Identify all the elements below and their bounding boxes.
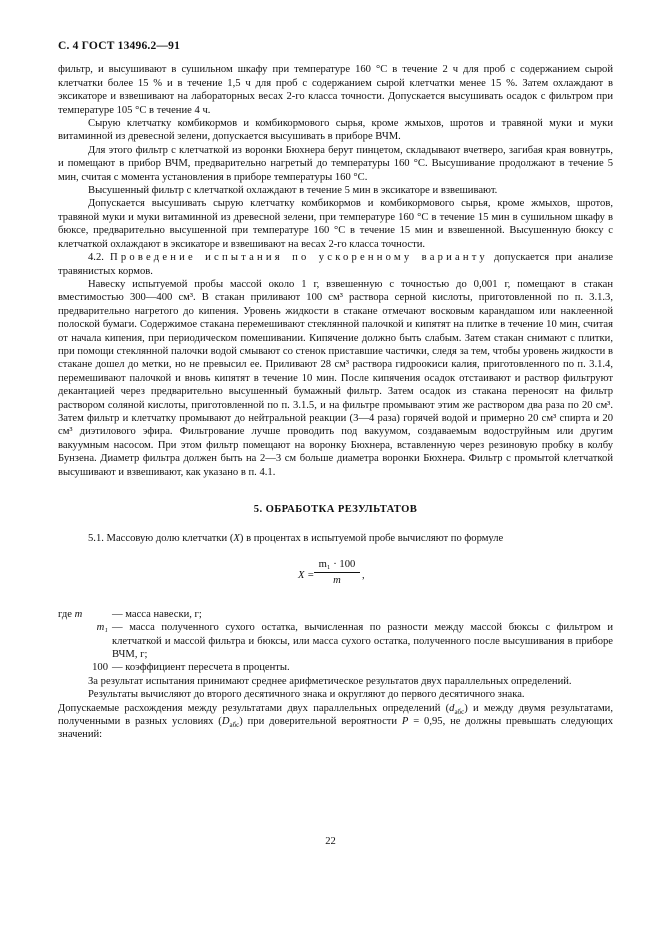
tol-P-symbol: P [401,716,409,728]
tol-D-subscript: абс [229,721,240,730]
legend-symbol-100: 100 [92,662,108,674]
legend-symbol [58,621,112,661]
page-number: 22 [325,836,336,847]
tol-part-d: = 0,95, не должны превышать следующих значений: [58,716,613,741]
tol-d-symbol: d [449,702,455,714]
paragraph-continuation: фильтр, и высушивают в сушильном шкафу при температуре 160 °С в течение 2 ч для проб с содержанием сырой клетчатки более 15 % и в течение 1,5 ч для проб с содержанием сырой клетчатки менее 15 %. Затем охлаждают в эксикаторе и взвешивают на лабораторных весах 2-го класса точности. Допускается высушивать осадок с фильтром при температуре 105 °С в течение 4 ч. [58,64,613,116]
paragraph-filter-procedure: Для этого фильтр с клетчаткой из воронки Бюхнера берут пинцетом, складывают вчетверо, загибая края вовнутрь, и помещают в прибор ВЧМ, предварительно нагретый до температуры 160 °С. Высушивание продолжают в течение 5 мин, считая с момента установления в приборе температуры 160 °С. [58,144,613,183]
section-5-title: 5. ОБРАБОТКА РЕЗУЛЬТАТОВ [253,504,418,515]
formula-legend [58,608,613,675]
legend-prefix: где [58,608,72,620]
clause-5-1-part-b: ) в процентах в испытуемой пробе вычисляют по формуле [239,533,504,545]
legend-symbol [58,608,112,621]
formula-denominator: m [333,575,341,587]
running-head: С. 4 ГОСТ 13496.2—91 [58,40,181,52]
tol-part-c: ) при доверительной вероятности [239,716,402,728]
paragraph-raw-fiber-drying: Сырую клетчатку комбикормов и комбикормового сырья, кроме жмыхов, шротов и травяной муки и муки витаминной из древесной зелени, допускается высушивать в приборе ВЧМ. [58,118,613,143]
paragraph-alternative-drying: Допускается высушивать сырую клетчатку комбикормов и комбикормового сырья, кроме жмыхов, шротов, травяной муки и муки витаминной из древесной зелени, при температуре 160 °С в течение 15 мин в сушильном шкафу в бюксе, предварительно высушенной при температуре 160 °С в течение 15 мин и взвешенной. Высушенную бюксу с клетчаткой охлаждают в эксикаторе и взвешивают на весах 2-го класса точности. [58,198,613,250]
legend-row-m1 [58,621,613,661]
clause-4-2-number: 4.2. [88,252,104,264]
paragraph-rounding: Результаты вычисляют до второго десятичного знака и округляют до первого десятичного знака. [88,689,525,701]
clause-5-1 [58,532,613,545]
clause-5-1-variable: X [233,533,240,545]
legend-row-m [58,608,613,621]
clause-5-1-part-a: 5.1. Массовую долю клетчатки ( [88,533,234,545]
tol-part-a: Допускаемые расхождения между результатами двух параллельных определений ( [58,702,450,714]
formula-lhs: X = [298,569,315,581]
paragraph-cooling: Высушенный фильтр с клетчаткой охлаждают в течение 5 мин в эксикаторе и взвешивают. [88,185,498,197]
legend-symbol-m1: m₁ [96,622,108,634]
paragraph-tolerances [58,702,613,742]
paragraph-result-mean: За результат испытания принимают среднее арифметическое результатов двух параллельных определений. [88,675,572,687]
tol-part-b: ) и между двумя результатами, полученными в разных условиях ( [58,702,613,728]
legend-text: — коэффициент пересчета в проценты. [112,662,290,674]
legend-symbol-m: m [74,608,83,620]
clause-4-2-title: Проведение испытания по ускоренному варианту [110,252,488,264]
document-page [58,40,613,742]
tol-d-subscript: абс [454,707,465,716]
formula-fiber-fraction [58,558,613,594]
clause-4-2 [58,251,613,278]
formula-numerator: m₁ · 100 [314,558,360,573]
clause-4-2-rest: допускается при анализе травянистых кормов. [58,252,613,277]
legend-symbol [58,661,112,674]
formula-fraction [314,558,360,588]
formula-trailing-comma: , [362,569,365,581]
legend-text: — масса полученного сухого остатка, вычисленная по разности между массой бюксы с фильтром и клетчаткой и массой фильтра и бюксы, или масса сухого остатка, полученного после высушивания в приборе ВЧМ, г; [112,622,613,661]
paragraph-accelerated-method: Навеску испытуемой пробы массой около 1 г, взвешенную с точностью до 0,001 г, помещают в стакан вместимостью 300—400 см³. В стакан приливают 100 см³ раствора серной кислоты, приготовленной по п. 3.1.3, предварительно нагретого до кипения. Уровень жидкости в стакане отмечают восковым карандашом или наклеенной полоской бумаги. Содержимое стакана перемешивают стеклянной палочкой и кипятят на плитке в течение 10 мин, считая от начала кипения, при периодическом помешивании. Кипячение должно быть слабым. Затем стакан снимают с плитки, при помощи стеклянной палочки водой смывают со стенок приставшие частички, следя за тем, чтобы уровень жидкости в стакане дошел до метки, но не превысил ее. Приливают 28 см³ раствора гидроокиси калия, приготовленного по п. 3.1.4, перемешивают палочкой и вновь кипятят в течение 10 мин. После кипячения осадок отстаивают и раствор фильтруют декантацией через предварительно высушенный бумажный фильтр. Затем осадок из стакана переносят на фильтр раствором соляной кислоты, приготовленной по п. 3.1.5, и на фильтре промывают этим же раствором два раза по 20 см³. Затем фильтр и клетчатку промывают до нейтральной реакции (3—4 раза) горячей водой и примерно 20 см³ спирта и 20 см³ диэтилового эфира. Фильтрование лучше проводить под вакуумом, создаваемым водоструйным или другим вакуумным насосом. При этом фильтр помещают на воронку Бюхнера, вставленную через резиновую пробку в колбу Бунзена. Диаметр фильтра должен быть на 2—3 см больше диаметра воронки Бюхнера. Фильтр с промытой клетчаткой высушивают и взвешивают, как указано в п. 4.1. [58,278,613,478]
tol-D-symbol: D [221,716,230,728]
legend-row-100 [58,661,613,674]
legend-text: — масса навески, г; [112,608,202,620]
